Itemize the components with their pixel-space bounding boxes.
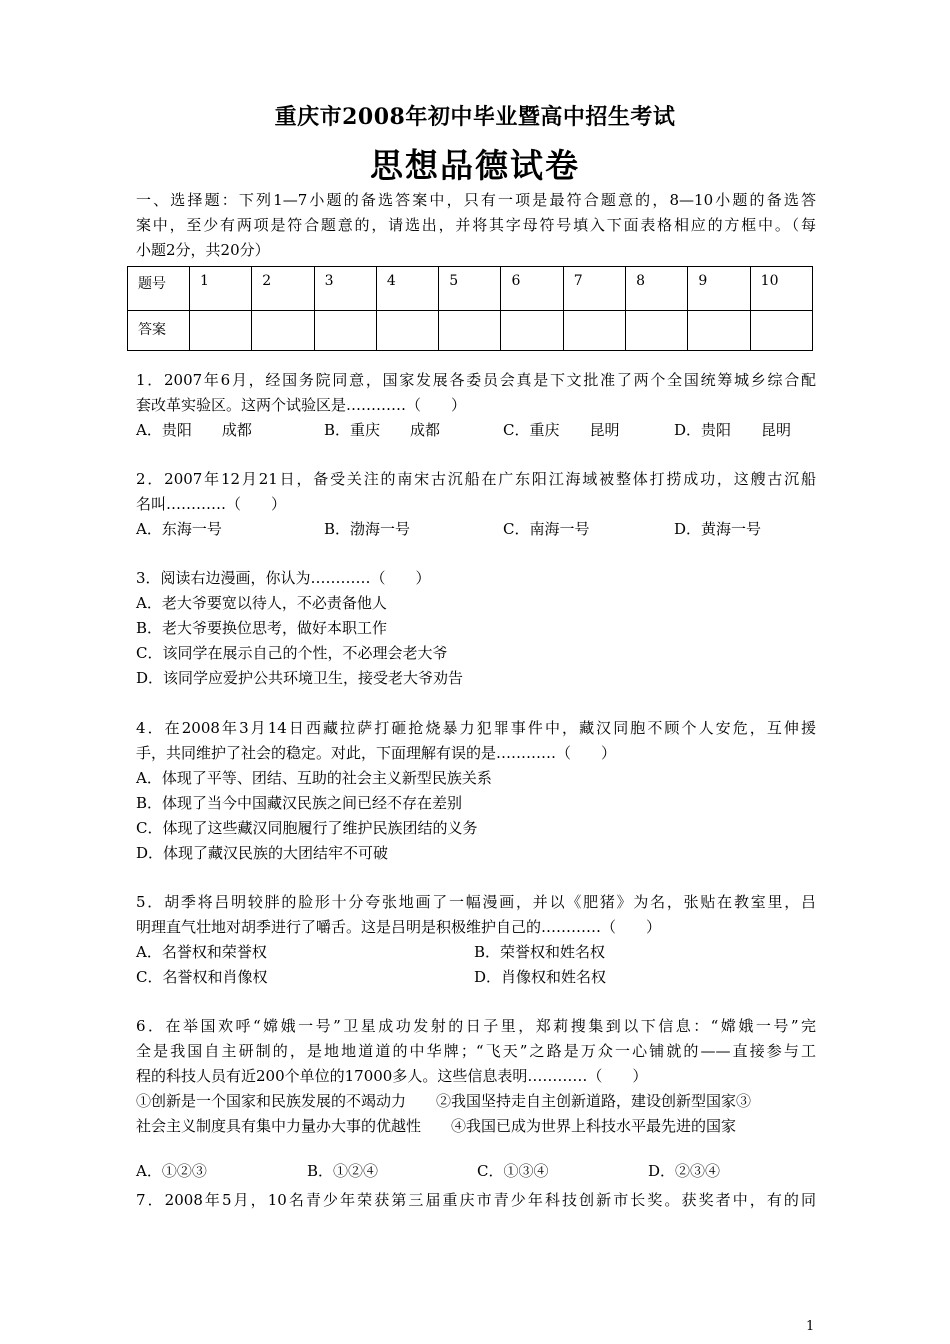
option-b[interactable]: B．体现了当今中国藏汉民族之间已经不存在差别 <box>136 794 463 812</box>
question-number-cell: 5 <box>439 267 501 311</box>
answer-cell[interactable] <box>314 311 376 351</box>
question-number-cell: 7 <box>563 267 625 311</box>
question-4 <box>136 716 816 866</box>
answer-cell[interactable] <box>252 311 314 351</box>
option-b[interactable]: B．老大爷要换位思考，做好本职工作 <box>136 619 388 637</box>
question-stem-line: 名叫…………（ ） <box>136 495 287 513</box>
option-c[interactable]: C．①③④ <box>477 1162 549 1180</box>
question-stem-line: 程的科技人员有近200个单位的17000多人。这些信息表明…………（ ） <box>136 1067 648 1085</box>
answer-cell[interactable] <box>563 311 625 351</box>
option-b[interactable]: B．①②④ <box>307 1162 379 1180</box>
question-5 <box>136 890 816 990</box>
table-header-cell: 答案 <box>128 311 190 351</box>
instruction-line: 一、选择题：下列1—7小题的备选答案中，只有一项是最符合题意的，8—10小题的备选答 <box>136 191 816 209</box>
question-number-cell: 6 <box>501 267 563 311</box>
question-stem-line: 5．胡季将吕明较胖的脸形十分夸张地画了一幅漫画，并以《肥猪》为名，张贴在教室里，吕 <box>136 893 816 911</box>
table-header-cell: 题号 <box>128 267 190 311</box>
question-stem-line: 明理直气壮地对胡季进行了嚼舌。这是吕明是积极维护自己的…………（ ） <box>136 918 662 936</box>
option-c[interactable]: C．南海一号 <box>503 520 590 538</box>
question-number-cell: 8 <box>626 267 688 311</box>
question-stem-line: 7．2008年5月，10名青少年荣获第三届重庆市青少年科技创新市长奖。获奖者中，有的同 <box>136 1191 816 1209</box>
question-6 <box>136 1014 816 1184</box>
option-d[interactable]: D．该同学应爱护公共环境卫生，接受老大爷劝告 <box>136 669 464 687</box>
answer-cell[interactable] <box>439 311 501 351</box>
option-d[interactable]: D．黄海一号 <box>674 520 762 538</box>
option-a[interactable]: A．体现了平等、团结、互助的社会主义新型民族关系 <box>136 769 492 787</box>
question-stem-line: 套改革实验区。这两个试验区是…………（ ） <box>136 396 467 414</box>
option-c[interactable]: C．体现了这些藏汉同胞履行了维护民族团结的义务 <box>136 819 478 837</box>
question-stem-line: ①创新是一个国家和民族发展的不竭动力 ②我国坚持走自主创新道路，建设创新型国家③ <box>136 1092 752 1110</box>
question-number-cell: 2 <box>252 267 314 311</box>
instruction-line: 小题2分，共20分） <box>136 241 270 259</box>
question-stem-line: 社会主义制度具有集中力量办大事的优越性 ④我国已成为世界上科技水平最先进的国家 <box>136 1117 737 1135</box>
option-a[interactable]: A．老大爷要宽以待人，不必责备他人 <box>136 594 387 612</box>
question-stem-line: 4．在2008年3月14日西藏拉萨打砸抢烧暴力犯罪事件中，藏汉同胞不顾个人安危，互伸援 <box>136 719 816 737</box>
option-c[interactable]: C．该同学在展示自己的个性，不必理会老大爷 <box>136 644 448 662</box>
answer-cell[interactable] <box>190 311 252 351</box>
question-stem-line: 6．在举国欢呼“嫦娥一号”卫星成功发射的日子里，郑莉搜集到以下信息：“嫦娥一号”完 <box>136 1017 816 1035</box>
option-c[interactable]: C．重庆 昆明 <box>503 421 620 439</box>
option-d[interactable]: D．肖像权和姓名权 <box>474 968 607 986</box>
question-number-cell: 3 <box>314 267 376 311</box>
option-a[interactable]: A．名誉权和荣誉权 <box>136 943 267 961</box>
option-a[interactable]: A．①②③ <box>136 1162 207 1180</box>
question-2 <box>136 467 816 542</box>
question-7 <box>136 1188 816 1213</box>
exam-subtitle: 思想品德试卷 <box>370 146 580 185</box>
option-d[interactable]: D．体现了藏汉民族的大团结牢不可破 <box>136 844 389 862</box>
answer-cell[interactable] <box>626 311 688 351</box>
question-stem-line: 手，共同维护了社会的稳定。对此，下面理解有误的是…………（ ） <box>136 744 617 762</box>
option-b[interactable]: B．重庆 成都 <box>324 421 441 439</box>
option-row <box>136 418 816 443</box>
option-d[interactable]: D．贵阳 昆明 <box>674 421 792 439</box>
option-row <box>136 517 816 542</box>
option-row <box>136 1159 816 1184</box>
page-number: 1 <box>806 1319 815 1334</box>
question-3 <box>136 566 816 691</box>
answer-table <box>127 266 813 351</box>
question-number-cell: 1 <box>190 267 252 311</box>
instructions <box>136 188 816 263</box>
question-number-cell: 9 <box>688 267 750 311</box>
question-stem-line: 全是我国自主研制的，是地地道道的中华牌；“飞天”之路是万众一心铺就的——直接参与工 <box>136 1042 816 1060</box>
option-d[interactable]: D．②③④ <box>648 1162 721 1180</box>
option-b[interactable]: B．荣誉权和姓名权 <box>474 943 606 961</box>
instruction-line: 案中，至少有两项是符合题意的，请选出，并将其字母符号填入下面表格相应的方框中。（每 <box>136 216 816 234</box>
question-1 <box>136 368 816 443</box>
answer-cell[interactable] <box>376 311 438 351</box>
answer-cell[interactable] <box>750 311 812 351</box>
answer-table-answer-row <box>128 311 813 351</box>
option-a[interactable]: A．贵阳 成都 <box>136 421 252 439</box>
question-stem-line: 3．阅读右边漫画，你认为…………（ ） <box>136 569 431 587</box>
option-b[interactable]: B．渤海一号 <box>324 520 411 538</box>
question-number-cell: 10 <box>750 267 812 311</box>
option-row <box>136 940 816 965</box>
question-stem-line: 2．2007年12月21日，备受关注的南宋古沉船在广东阳江海域被整体打捞成功，这艘古沉船 <box>136 470 816 488</box>
option-row <box>136 965 816 990</box>
option-c[interactable]: C．名誉权和肖像权 <box>136 968 268 986</box>
question-number-cell: 4 <box>376 267 438 311</box>
exam-title: 重庆市2008年初中毕业暨高中招生考试 <box>274 104 676 130</box>
answer-table-number-row <box>128 267 813 311</box>
option-a[interactable]: A．东海一号 <box>136 520 222 538</box>
question-stem-line: 1．2007年6月，经国务院同意，国家发展各委员会真是下文批准了两个全国统筹城乡综合配 <box>136 371 816 389</box>
answer-cell[interactable] <box>688 311 750 351</box>
answer-cell[interactable] <box>501 311 563 351</box>
